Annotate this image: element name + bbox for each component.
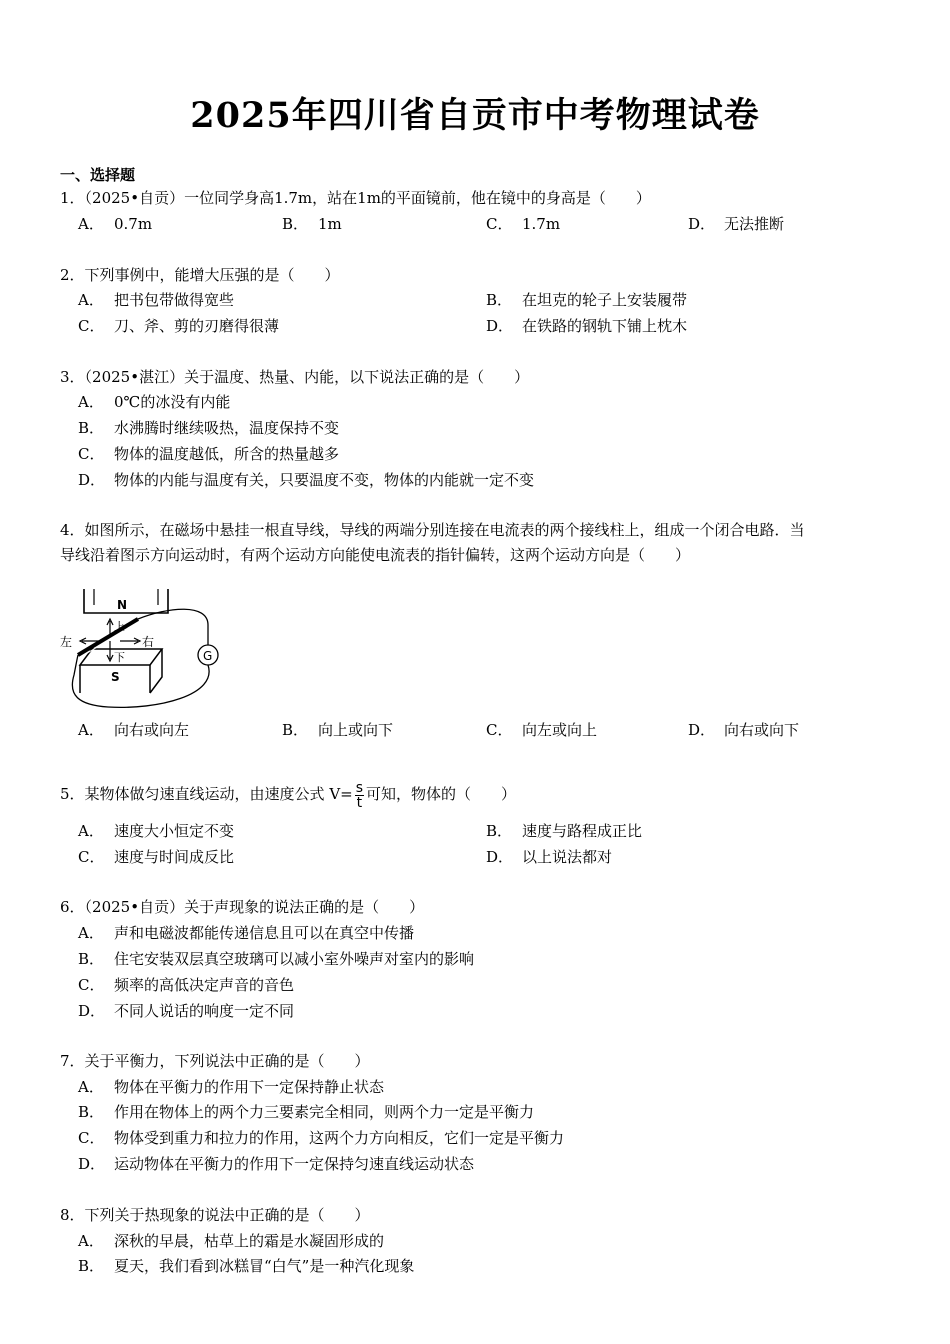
question-2-stem: 2．下列事例中，能增大压强的是（ ） — [60, 266, 340, 284]
question-7-option-b: B． 作用在物体上的两个力三要素完全相同，则两个力一定是平衡力 — [78, 1103, 535, 1121]
question-1-option-c: C． 1.7m — [486, 215, 561, 233]
question-6-option-b: B． 住宅安装双层真空玻璃可以减小室外噪声对室内的影响 — [78, 950, 475, 968]
question-7-option-a: A． 物体在平衡力的作用下一定保持静止状态 — [78, 1078, 385, 1096]
question-7-option-c: C． 物体受到重力和拉力的作用，这两个力方向相反，它们一定是平衡力 — [78, 1129, 565, 1147]
magnetic-field-circuit-figure — [58, 585, 228, 715]
question-1-stem: 1．（2025•自贡）一位同学身高1.7m，站在1m的平面镜前，他在镜中的身高是（ ） — [60, 189, 651, 207]
question-8-stem: 8．下列关于热现象的说法中正确的是（ ） — [60, 1206, 370, 1224]
question-5-option-d: D． 以上说法都对 — [486, 848, 613, 866]
north-pole-label: N — [117, 598, 128, 612]
question-4-stem-line-2: 导线沿着图示方向运动时，有两个运动方向能使电流表的指针偏转，这两个运动方向是（ ） — [60, 546, 691, 564]
question-6-option-a: A． 声和电磁波都能传递信息且可以在真空中传播 — [78, 924, 415, 942]
question-3-option-d: D． 物体的内能与温度有关，只要温度不变，物体的内能就一定不变 — [78, 471, 535, 489]
question-1-option-a: A． 0.7m — [78, 215, 153, 233]
question-3-option-b: B． 水沸腾时继续吸热，温度保持不变 — [78, 419, 340, 437]
question-3-option-c: C． 物体的温度越低，所含的热量越多 — [78, 445, 340, 463]
question-8-option-b: B． 夏天，我们看到冰糕冒“白气”是一种汽化现象 — [78, 1257, 415, 1275]
question-4-option-c: C． 向左或向上 — [486, 721, 598, 739]
south-pole-label: S — [111, 670, 120, 684]
section-heading: 一、选择题 — [60, 166, 136, 184]
question-5-option-c: C． 速度与时间成反比 — [78, 848, 235, 866]
question-6-option-c: C． 频率的高低决定声音的音色 — [78, 976, 295, 994]
speed-formula-fraction: $\frac{s}{t}$ — [355, 779, 364, 811]
galvanometer-label: G — [203, 649, 213, 663]
question-1-option-b: B． 1m — [282, 215, 342, 233]
question-4-option-d: D． 向右或向下 — [688, 721, 800, 739]
question-3-stem: 3．（2025•湛江）关于温度、热量、内能，以下说法正确的是（ ） — [60, 368, 530, 386]
question-3-option-a: A． 0℃的冰没有内能 — [78, 393, 231, 411]
question-7-option-d: D． 运动物体在平衡力的作用下一定保持匀速直线运动状态 — [78, 1155, 475, 1173]
question-4-option-b: B． 向上或向下 — [282, 721, 394, 739]
question-4-option-a: A． 向右或向左 — [78, 721, 190, 739]
question-4-stem-line-1: 4．如图所示，在磁场中悬挂一根直导线，导线的两端分别连接在电流表的两个接线柱上，组成一个闭合电路．当 — [60, 521, 805, 539]
question-2-option-a: A． 把书包带做得宽些 — [78, 291, 235, 309]
question-2-option-c: C． 刀、斧、剪的刃磨得很薄 — [78, 317, 280, 335]
question-6-option-d: D． 不同人说话的响度一定不同 — [78, 1002, 295, 1020]
question-5-stem: 5．某物体做匀速直线运动，由速度公式 V= $\frac{s}{t}$ 可知，物体的（ ） — [60, 779, 517, 811]
question-8-option-a: A． 深秋的早晨，枯草上的霜是水凝固形成的 — [78, 1232, 385, 1250]
arrow-left-label: 左 — [60, 635, 73, 649]
question-6-stem: 6．（2025•自贡）关于声现象的说法正确的是（ ） — [60, 898, 425, 916]
question-5-option-a: A． 速度大小恒定不变 — [78, 822, 235, 840]
question-5-option-b: B． 速度与路程成正比 — [486, 822, 643, 840]
question-7-stem: 7．关于平衡力，下列说法中正确的是（ ） — [60, 1052, 370, 1070]
arrow-up-label: 上 — [114, 620, 125, 633]
arrow-down-label: 下 — [114, 651, 125, 664]
question-1-option-d: D． 无法推断 — [688, 215, 785, 233]
question-2-option-d: D． 在铁路的钢轨下铺上枕木 — [486, 317, 688, 335]
arrow-right-label: 右 — [142, 635, 155, 649]
question-2-option-b: B． 在坦克的轮子上安装履带 — [486, 291, 688, 309]
page-title: 2025年四川省自贡市中考物理试卷 — [190, 95, 760, 136]
